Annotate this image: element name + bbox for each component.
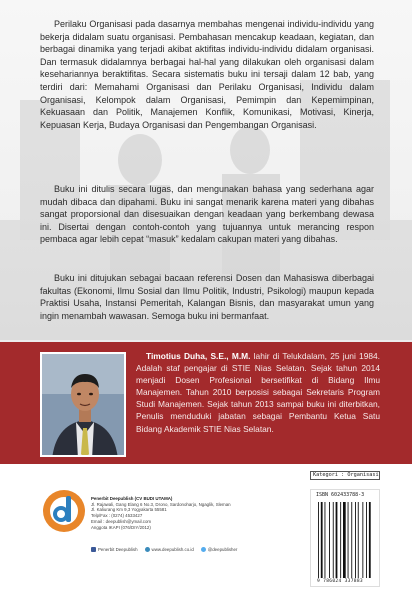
deepublish-logo-icon xyxy=(41,488,87,534)
description-paragraph-3: Buku ini ditujukan sebagai bacaan referensi Dosen dan Mahasiswa diberbagai fakultas (Ekonomi, Ilmu Sosial dan Ilmu Politik, Industri, Psikologi) maupun kepada Praktisi Usaha, Instansi Pemeritah, Kalangan Bisnis, dan masyarakat umun yang ingin menambah wawasan. Semoga buku ini bermanfaat. xyxy=(40,273,374,321)
author-bio-text: lahir di Telukdalam, 25 juni 1984. Adalah staf pengajar di STIE Nias Selatan. Sejak tahun 2014 menjadi Dosen Profesional bersetifikat di Bidang Ilmu Manajemen. Tahun 2010 berposisi sebagai Sekretaris Program Studi Manajemen. Sejak tahun 2013 sampai buku ini diterbitkan, Penulis menduduki jabatan sebagai Pembantu Ketua Satu Bidang Akademik STIE Nias Selatan. xyxy=(136,351,380,434)
isbn-label: ISBN 602433788-3 xyxy=(316,492,365,498)
author-name: Timotius Duha, S.E., M.M. xyxy=(146,351,251,361)
publisher-social-links xyxy=(91,547,237,552)
website-link[interactable]: www.deepublish.co.id xyxy=(145,547,194,552)
publisher-address-2: Jl. Kaliurang Km 9,3 Yogyakarta 55581 xyxy=(91,507,167,513)
globe-icon xyxy=(145,547,150,552)
publisher-email: Email : deepublish@ymail.com xyxy=(91,518,152,524)
barcode-number: 9 786024 337883 xyxy=(317,579,363,584)
author-photo xyxy=(40,352,126,457)
publisher-name: Penerbit Deepublish (CV BUDI UTAMA) xyxy=(91,496,173,501)
publisher-info xyxy=(91,496,231,530)
facebook-icon xyxy=(91,547,96,552)
publisher-address-1: Jl. Rajawali, Gang Elang 6 No.3, Drono, Sardonoharjo, Ngaglik, Sleman xyxy=(91,501,231,507)
author-biography xyxy=(136,350,380,435)
publisher-phone: Telp/Fax : (0274) 4533427 xyxy=(91,513,143,519)
facebook-link[interactable]: Penerbit Deepublish xyxy=(91,547,138,552)
category-label: Kategori : Organisasi xyxy=(310,471,380,480)
isbn-barcode xyxy=(318,502,374,578)
description-paragraph-2: Buku ini ditulis secara lugas, dan mengunakan bahasa yang sederhana agar mudah dibaca dan dipahami. Buku ini sangat menarik karena materi yang dibahas sangat proporsional dan disesuaikan dengan keadaan yang berkembang dewasa ini. Disertai dengan contoh-contoh yang tujuannya untuk merancing respon pembaca agar lebih cepat “masuk” kedalam cakupan materi yang dibahas. xyxy=(40,184,374,245)
publisher-member: Anggota IKAPI (076/DIY/2012) xyxy=(91,524,151,530)
twitter-link[interactable]: @deepublisher xyxy=(201,547,238,552)
twitter-icon xyxy=(201,547,206,552)
description-paragraph-1: Perilaku Organisasi pada dasarnya membahas mengenai individu-individu yang bekerja didalam suatu organisasi. Pembahasan mencakup keadaan, kegiatan, dan berbagai dinamika yang terjadi akibat aktifitas individu-individu didalam organisasi. Dan termasuk didalamnya berbagai hal-hal yang dilakukan oleh organisasi dalam kesehariannya beraktifitas. Secara sistematis buku ini tersaji dalam 12 bab, yang terdiri dari: Memahami Organisasi dan Perilaku Organisasi, Individu dalam Organisasi, Kelompok dalam Organisasi, Pemimpin dan Kepemimpinan, Kekuasaan dan Politik, Manajemen Konflik, Komunikasi, Motivasi, Kinerja, Kepuasan Kerja, Budaya Organisasi dan Pengembangan Organisasi. xyxy=(40,19,374,130)
